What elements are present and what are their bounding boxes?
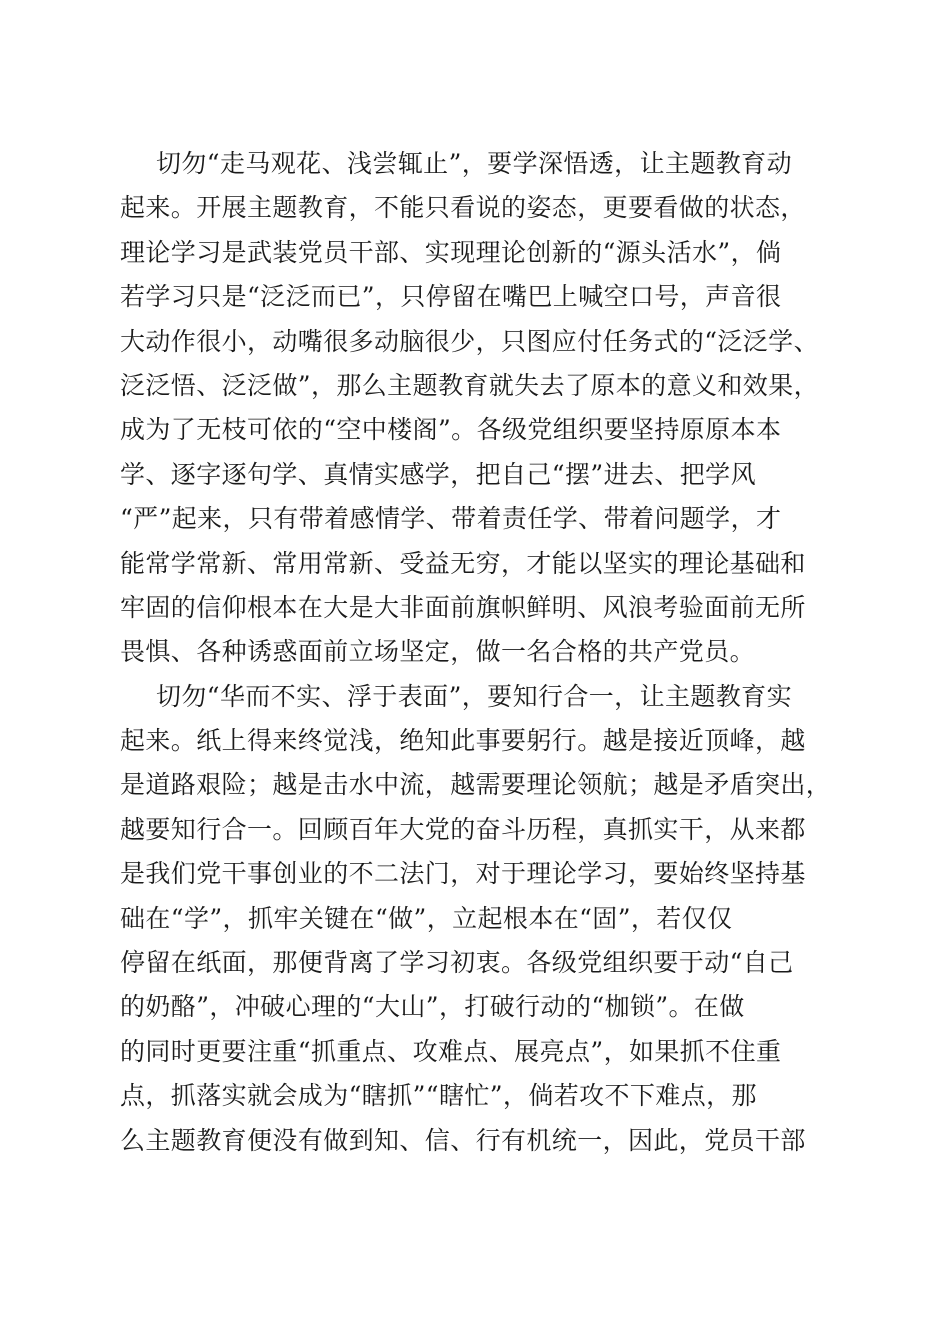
text-line: 畏惧、各种诱惑面前立场坚定，做一名合格的共产党员。 [120, 637, 756, 667]
text-line: 切勿“走马观花、浅尝辄止”，要学深悟透，让主题教育动 [156, 149, 792, 178]
text-line: 若学习只是“泛泛而已”，只停留在嘴巴上喊空口号，声音很 [120, 282, 782, 312]
text-line: 停留在纸面，那便背离了学习初衷。各级党组织要于动“自己 [120, 948, 794, 978]
text-line: 学、逐字逐句学、真情实感学，把自己“摆”进去、把学风 [120, 459, 756, 489]
text-line: 是道路艰险；越是击水中流，越需要理论领航；越是矛盾突出， [120, 770, 832, 800]
text-line: 起来。纸上得来终觉浅，绝知此事要躬行。越是接近顶峰，越 [120, 726, 806, 756]
text-line: 牢固的信仰根本在大是大非面前旗帜鲜明、风浪考验面前无所 [120, 592, 806, 622]
text-line: 越要知行合一。回顾百年大党的奋斗历程，真抓实干，从来都 [120, 814, 806, 844]
text-line: 起来。开展主题教育，不能只看说的姿态，更要看做的状态， [120, 193, 806, 223]
text-line: 是我们党干事创业的不二法门，对于理论学习，要始终坚持基 [120, 859, 806, 889]
text-line: 切勿“华而不实、浮于表面”，要知行合一，让主题教育实 [156, 681, 792, 711]
text-line: 成为了无枝可依的“空中楼阁”。各级党组织要坚持原原本本 [120, 415, 782, 445]
paragraph-2 [120, 675, 832, 1163]
text-line: 的奶酪”，冲破心理的“大山”，打破行动的“枷锁”。在做 [120, 992, 745, 1022]
text-line: “严”起来，只有带着感情学、带着责任学、带着问题学，才 [120, 504, 782, 534]
text-line: 的同时更要注重“抓重点、攻难点、展亮点”，如果抓不住重 [120, 1036, 782, 1066]
text-line: 么主题教育便没有做到知、信、行有机统一，因此，党员干部 [120, 1125, 806, 1155]
paragraph-1 [120, 142, 832, 675]
text-line: 泛泛悟、泛泛做”，那么主题教育就失去了原本的意义和效果， [120, 370, 819, 400]
text-line: 大动作很小，动嘴很多动脑很少，只图应付任务式的“泛泛学、 [120, 326, 819, 356]
document-body [120, 142, 832, 1163]
text-line: 能常学常新、常用常新、受益无穷，才能以坚实的理论基础和 [120, 548, 806, 578]
text-line: 理论学习是武装党员干部、实现理论创新的“源头活水”，倘 [120, 237, 782, 267]
text-line: 础在“学”，抓牢关键在“做”，立起根本在“固”，若仅仅 [120, 903, 733, 933]
text-line: 点，抓落实就会成为“瞎抓”“瞎忙”，倘若攻不下难点，那 [120, 1081, 757, 1111]
